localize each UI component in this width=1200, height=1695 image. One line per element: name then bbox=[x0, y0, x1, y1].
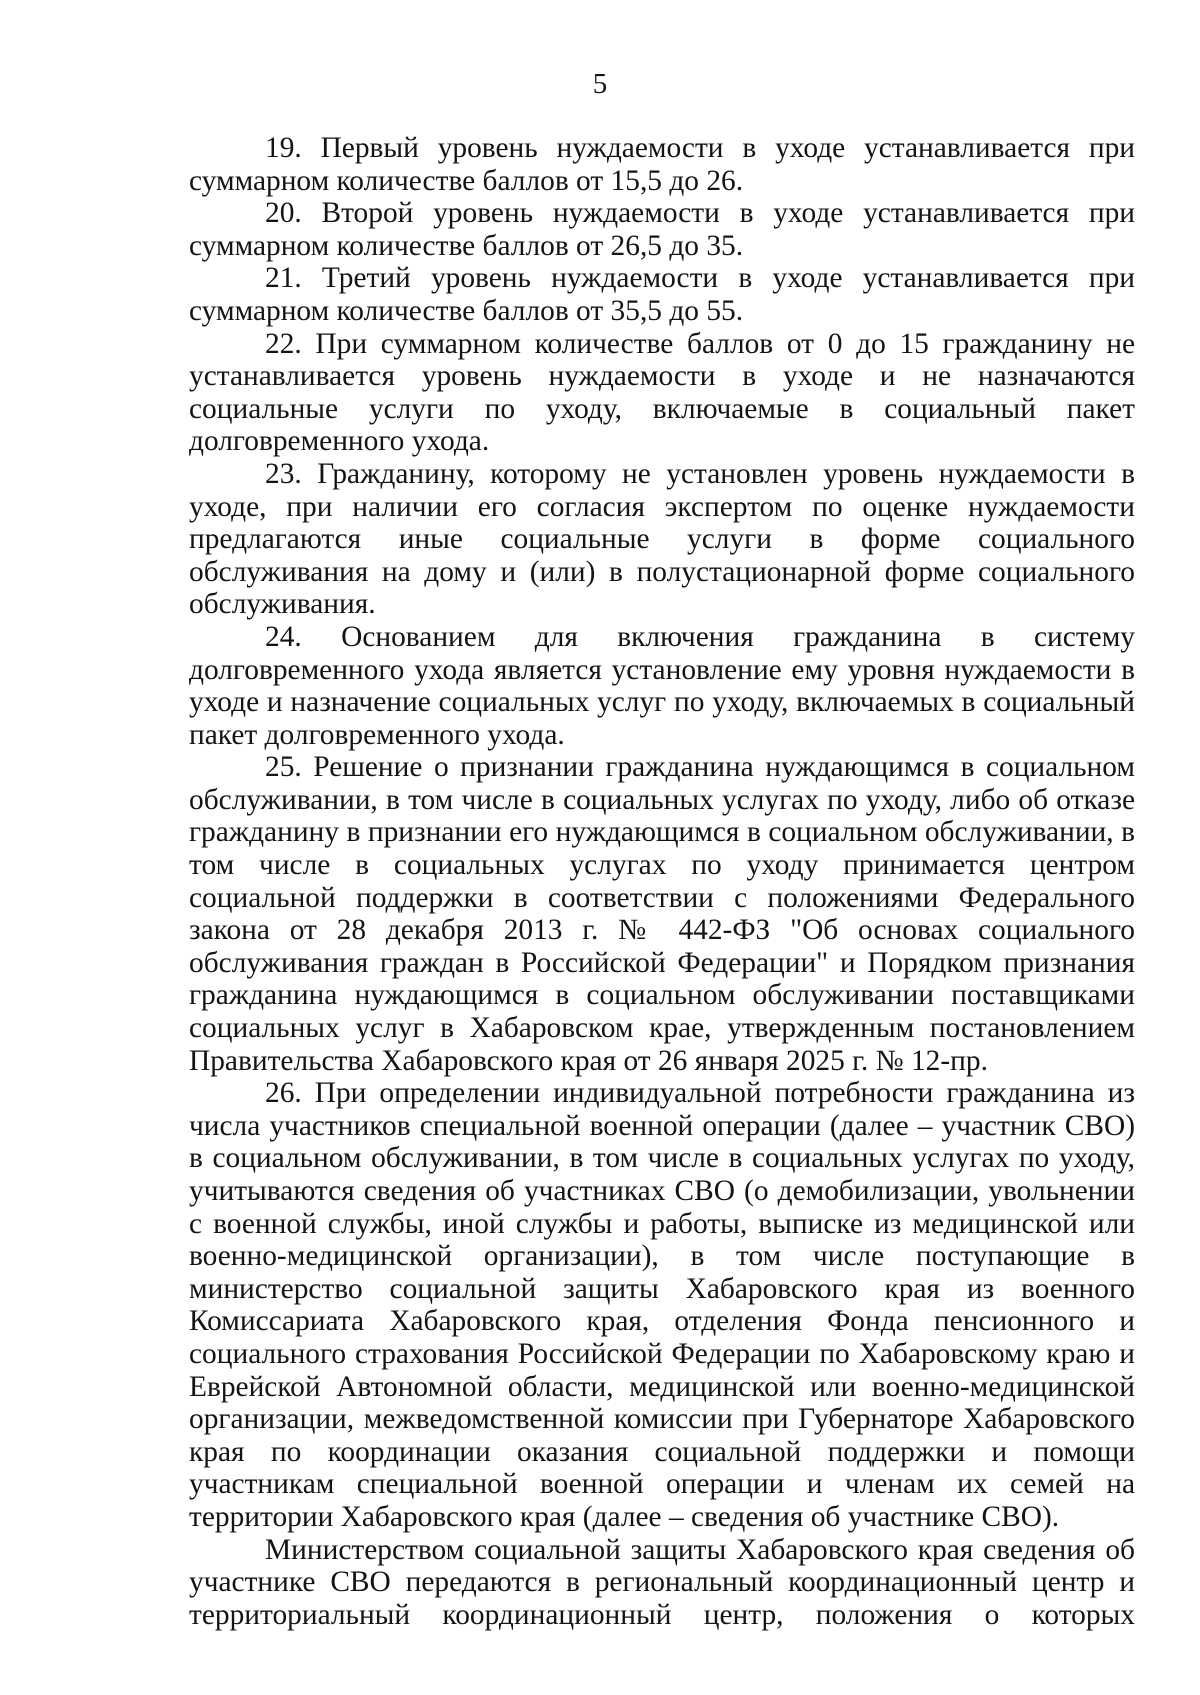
paragraph-20: 20. Второй уровень нуждаемости в уходе устанавливается при суммарном количестве баллов от 26,5 до 35. bbox=[189, 197, 1135, 262]
paragraph-23: 23. Гражданину, которому не установлен уровень нуждаемости в уходе, при наличии его согласия экспертом по оценке нуждаемости предлагаются иные социальные услуги в форме социального обслуживания на дому и (или) в полустационарной форме социального обслуживания. bbox=[189, 457, 1135, 621]
paragraph-22: 22. При суммарном количестве баллов от 0 до 15 гражданину не устанавливается уровень нуждаемости в уходе и не назначаются социальные услуги по уходу, включаемые в социальный пакет долговременного ухода. bbox=[189, 327, 1135, 458]
paragraph-26: 26. При определении индивидуальной потребности гражданина из числа участников специальной военной операции (далее – участник СВО) в социальном обслуживании, в том числе в социальных услугах по уходу, учитываются сведения об участниках СВО (о демобилизации, увольнении с военной службы, иной службы и работы, выписке из медицинской или военно-медицинской организации), в том числе поступающие в министерство социальной защиты Хабаровского края из военного Комиссариата Хабаровского края, отделения Фонда пенсионного и социального страхования Российской Федерации по Хабаровскому краю и Еврейской Автономной области, медицинской или военно-медицинской организации, межведомственной комиссии при Губернаторе Хабаровского края по координации оказания социальной поддержки и помощи участникам специальной военной операции и членам их семей на территории Хабаровского края (далее – сведения об участнике СВО). bbox=[189, 1077, 1135, 1533]
paragraph-21: 21. Третий уровень нуждаемости в уходе устанавливается при суммарном количестве баллов от 35,5 до 55. bbox=[189, 262, 1135, 327]
paragraph-26-continuation: Министерством социальной защиты Хабаровского края сведения об участнике СВО передаются в региональный координационный центр и территориальный координационный центр, положения о которых bbox=[189, 1533, 1135, 1631]
paragraph-25: 25. Решение о признании гражданина нуждающимся в социальном обслуживании, в том числе в социальных услугах по уходу, либо об отказе гражданину в признании его нуждающимся в социальном обслуживании, в том числе в социальных услугах по уходу принимается центром социальной поддержки в соответствии с положениями Федерального закона от 28 декабря 2013 г. № 442-ФЗ "Об основах социального обслуживания граждан в Российской Федерации" и Порядком признания гражданина нуждающимся в социальном обслуживании поставщиками социальных услуг в Хабаровском крае, утвержденным постановлением Правительства Хабаровского края от 26 января 2025 г. № 12-пр. bbox=[189, 751, 1135, 1077]
paragraph-19: 19. Первый уровень нуждаемости в уходе устанавливается при суммарном количестве баллов от 15,5 до 26. bbox=[189, 132, 1135, 197]
document-body bbox=[189, 132, 1135, 1631]
paragraph-24: 24. Основанием для включения гражданина в систему долговременного ухода является установление ему уровня нуждаемости в уходе и назначение социальных услуг по уходу, включаемых в социальный пакет долговременного ухода. bbox=[189, 620, 1135, 751]
page-number: 5 bbox=[592, 68, 608, 100]
